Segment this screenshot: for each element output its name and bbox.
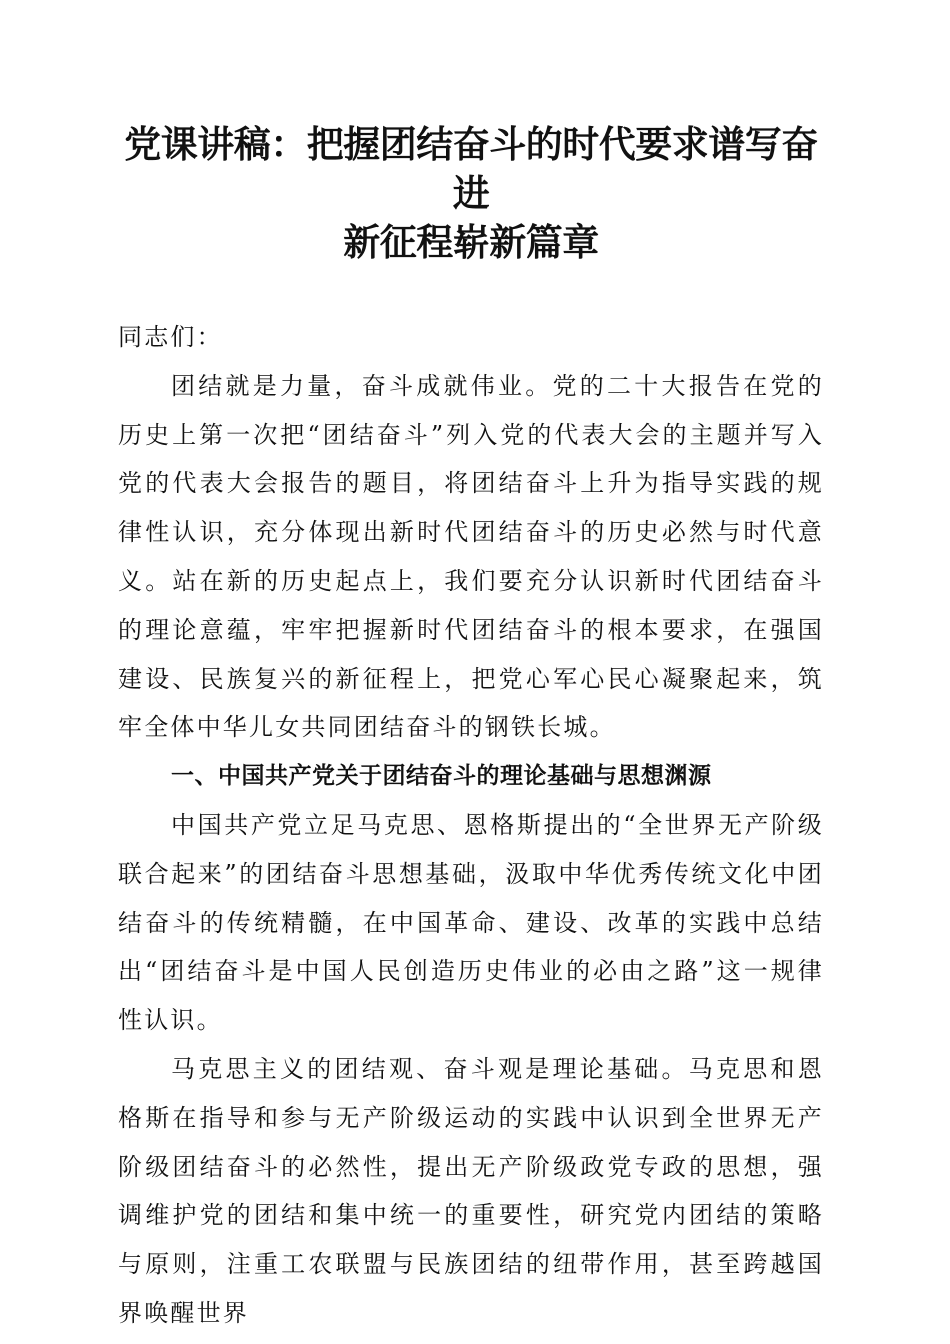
- document-page: [118, 120, 824, 1338]
- title-line-2: 新征程崭新篇章: [343, 221, 599, 264]
- section1-paragraph-1: 中国共产党立足马克思、恩格斯提出的“全世界无产阶级联合起来”的团结奋斗思想基础，汲取中华优秀传统文化中团结奋斗的传统精髓，在中国革命、建设、改革的实践中总结出“团结奋斗是中国人民创造历史伟业的必由之路”这一规律性认识。: [118, 810, 824, 1035]
- document-title: [118, 120, 824, 267]
- title-line-1: 党课讲稿：把握团结奋斗的时代要求谱写奋进: [124, 123, 818, 215]
- section-heading-1: 一、中国共产党关于团结奋斗的理论基础与思想渊源: [171, 763, 712, 790]
- section1-paragraph-2: 马克思主义的团结观、奋斗观是理论基础。马克思和恩格斯在指导和参与无产阶级运动的实践中认识到全世界无产阶级团结奋斗的必然性，提出无产阶级政党专政的思想，强调维护党的团结和集中统一的重要性，研究党内团结的策略与原则，注重工农联盟与民族团结的纽带作用，甚至跨越国界唤醒世界: [118, 1054, 824, 1327]
- intro-paragraph: 团结就是力量，奋斗成就伟业。党的二十大报告在党的历史上第一次把“团结奋斗”列入党的代表大会的主题并写入党的代表大会报告的题目，将团结奋斗上升为指导实践的规律性认识，充分体现出新时代团结奋斗的历史必然与时代意义。站在新的历史起点上，我们要充分认识新时代团结奋斗的理论意蕴，牢牢把握新时代团结奋斗的根本要求，在强国建设、民族复兴的新征程上，把党心军心民心凝聚起来，筑牢全体中华儿女共同团结奋斗的钢铁长城。: [118, 371, 824, 742]
- salutation: 同志们：: [118, 323, 223, 351]
